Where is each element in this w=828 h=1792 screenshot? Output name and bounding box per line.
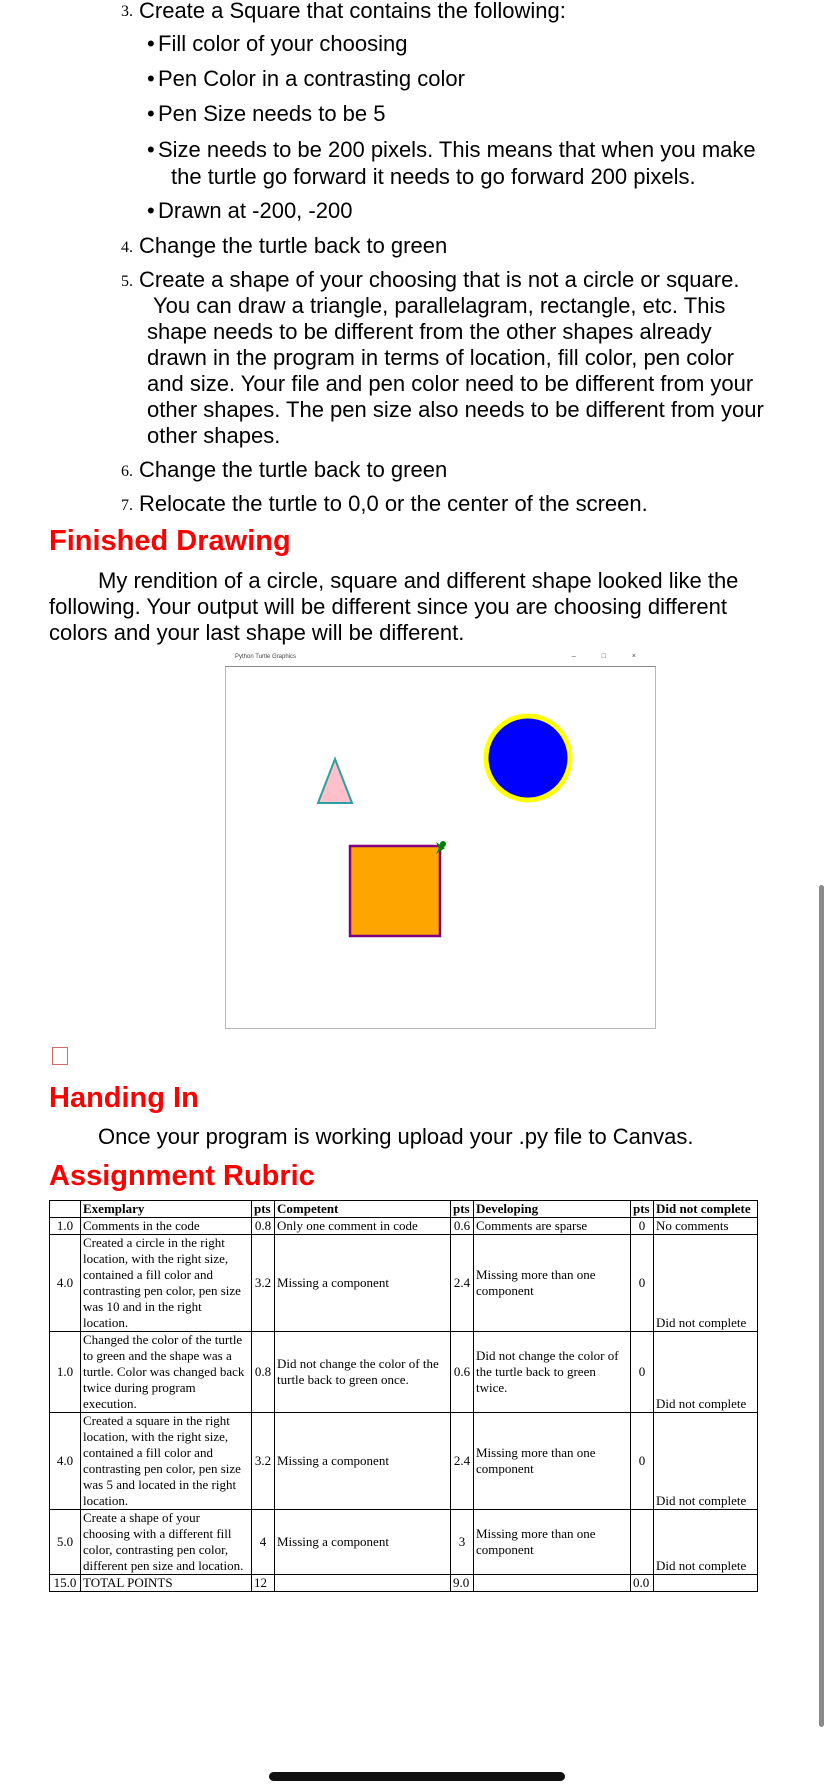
- step-5-number: 5.: [121, 273, 133, 290]
- step-7-number: 7.: [121, 497, 133, 514]
- points-cell: 5.0: [50, 1510, 81, 1575]
- rubric-header-row: [50, 1201, 758, 1218]
- points-cell: 4.0: [50, 1235, 81, 1332]
- table-row: [50, 1332, 758, 1413]
- points-cell: 0: [631, 1413, 654, 1510]
- turtle-drawing: [225, 652, 656, 1029]
- table-row: [50, 1510, 758, 1575]
- criteria-cell: Created a square in the right location, with the right size, contained a fill color and contrasting pen color, pen size was 5 and located in the right location.: [81, 1413, 252, 1510]
- finished-paragraph-line: colors and your last shape will be different.: [49, 620, 465, 645]
- header-cell: Developing: [474, 1201, 631, 1218]
- header-cell: pts: [252, 1201, 275, 1218]
- criteria-cell: Only one comment in code: [275, 1218, 451, 1235]
- points-cell: 0.6: [451, 1218, 474, 1235]
- header-cell: Competent: [275, 1201, 451, 1218]
- total-row: [50, 1575, 758, 1592]
- points-cell: 0: [631, 1235, 654, 1332]
- criteria-cell: Missing more than one component: [474, 1413, 631, 1510]
- header-cell: Did not complete: [654, 1201, 758, 1218]
- empty-cell: [654, 1575, 758, 1592]
- points-cell: 4.0: [50, 1413, 81, 1510]
- window-controls-icon: – □ ×: [571, 653, 648, 660]
- header-cell: pts: [631, 1201, 654, 1218]
- points-cell: 9.0: [451, 1575, 474, 1592]
- criteria-cell: Missing a component: [275, 1510, 451, 1575]
- finished-paragraph-line: My rendition of a circle, square and different shape looked like the: [98, 568, 739, 593]
- step-7-text: Relocate the turtle to 0,0 or the center of the screen.: [139, 491, 648, 516]
- criteria-cell: Did not change the color of the turtle back to green once.: [275, 1332, 451, 1413]
- header-cell: pts: [451, 1201, 474, 1218]
- step-5-line: shape needs to be different from the other shapes already: [147, 319, 712, 344]
- header-cell: [50, 1201, 81, 1218]
- criteria-cell: Did not complete: [654, 1413, 758, 1510]
- points-cell: 3.2: [252, 1413, 275, 1510]
- points-cell: 1.0: [50, 1218, 81, 1235]
- step-4-number: 4.: [121, 239, 133, 256]
- points-cell: 15.0: [50, 1575, 81, 1592]
- step-5-line: You can draw a triangle, parallelagram, rectangle, etc. This: [153, 293, 726, 318]
- table-row: [50, 1413, 758, 1510]
- home-indicator[interactable]: [269, 1772, 565, 1781]
- blue-circle: [486, 716, 570, 800]
- points-cell: 0: [631, 1332, 654, 1413]
- points-cell: 0.8: [252, 1218, 275, 1235]
- criteria-cell: No comments: [654, 1218, 758, 1235]
- points-cell: 2.4: [451, 1235, 474, 1332]
- table-row: [50, 1235, 758, 1332]
- points-cell: 0.8: [252, 1332, 275, 1413]
- criteria-cell: Missing a component: [275, 1235, 451, 1332]
- document-page: 3. Create a Square that contains the following: • Fill color of your choosing • Pen Color in a contrasting color • Pen Size needs to be 5 • Size needs to be 200 pixels. This means that when you make the turtle go forward it needs to go forward 200 pixels. • Drawn at -200, -200 4. Change the turtle back to green 5. Create a shape of your choosing that is not a circle or square. You can draw a triangle, parallelagram, rectangle, etc. This shape needs to be different from the other shapes already drawn in the program in terms of location, fill color, pen color and size. Your file and pen color need to be different from your other shapes. The pen size also needs to be different from your other shapes. 6. Change the turtle back to green 7. Relocate the turtle to 0,0 or the center of the screen. Finished Drawing My rendition of a circle, square and different shape looked like the following. Your output will be different since you are choosing different colors and your last shape will be different. Python Turtle Graphics – □ × Handing In Once your program is working upload your .py file to Canvas. Assignment Rubric Exemplary pts Competent pts Developing pts Did not complete 1.0 Comments in the code 0.8 Only one comment in code 0.6 Comments are sparse 0 No comments 4.0 Created a circle in the right location, with the right size, contained a fill color and contrasting pen color, pen size was 10 and in the right location. 3.2 Missing a component 2.4 Missing more than one component 0 Did not complete 1.0 Changed the color of the turtle to green and the shape was a turtle. Color was changed back twice during program execution. 0.8 Did not change the color of the turtle back to green once. 0.6 Did not change the color of the turtle back to green twice. 0 Did not complete 4.0 Created a square in the right location, with the right size, contained a fill color and contrasting pen color, pen size was 5 and located in the right location. 3.2 Missing a component 2.4 Missing more than one component 0 Did not complete 5.0 Create a shape of your choosing with a different fill color, contrasting pen color, different pen size and location. 4 Missing a component 3 Missing more than one component Did not complete 15.0 TOTAL POINTS 12 9.0 0.0: [0, 0, 828, 1792]
- table-row: [50, 1218, 758, 1235]
- broken-image-icon: [52, 1047, 68, 1065]
- step-6-number: 6.: [121, 463, 133, 480]
- criteria-cell: Comments are sparse: [474, 1218, 631, 1235]
- bullet-continuation: the turtle go forward it needs to go forward 200 pixels.: [171, 164, 696, 189]
- finished-paragraph-line: following. Your output will be different since you are choosing different: [49, 594, 727, 619]
- total-label: TOTAL POINTS: [81, 1575, 252, 1592]
- criteria-cell: Did not complete: [654, 1235, 758, 1332]
- points-cell: 2.4: [451, 1413, 474, 1510]
- step-3-text: Create a Square that contains the following:: [139, 0, 566, 23]
- turtle-cursor-head: [440, 841, 446, 847]
- criteria-cell: Missing more than one component: [474, 1235, 631, 1332]
- step-6-text: Change the turtle back to green: [139, 457, 448, 482]
- points-cell: 12: [252, 1575, 275, 1592]
- step-5-line: drawn in the program in terms of location, fill color, pen color: [147, 345, 734, 370]
- points-cell: 0.6: [451, 1332, 474, 1413]
- step-5-line: and size. Your file and pen color need to be different from your: [147, 371, 754, 396]
- criteria-cell: Did not complete: [654, 1510, 758, 1575]
- turtle-graphics-window: [225, 652, 656, 1029]
- points-cell: 4: [252, 1510, 275, 1575]
- step-5-line: other shapes.: [147, 423, 281, 448]
- rubric-heading: Assignment Rubric: [49, 1160, 315, 1192]
- criteria-cell: Did not complete: [654, 1332, 758, 1413]
- step-5-line: other shapes. The pen size also needs to be different from your: [147, 397, 764, 422]
- step-4-text: Change the turtle back to green: [139, 233, 448, 258]
- criteria-cell: Did not change the color of the turtle back to green twice.: [474, 1332, 631, 1413]
- criteria-cell: Comments in the code: [81, 1218, 252, 1235]
- handing-in-heading: Handing In: [49, 1082, 199, 1114]
- criteria-cell: Created a circle in the right location, with the right size, contained a fill color and contrasting pen color, pen size was 10 and in the right location.: [81, 1235, 252, 1332]
- pink-triangle: [318, 759, 352, 803]
- criteria-cell: Create a shape of your choosing with a different fill color, contrasting pen color, different pen size and location.: [81, 1510, 252, 1575]
- orange-square: [350, 846, 440, 936]
- step-3-number: 3.: [121, 3, 133, 20]
- points-cell: 0: [631, 1218, 654, 1235]
- points-cell: 3.2: [252, 1235, 275, 1332]
- empty-cell: [275, 1575, 451, 1592]
- criteria-cell: Changed the color of the turtle to green and the shape was a turtle. Color was changed back twice during program execution.: [81, 1332, 252, 1413]
- rubric-table: [49, 1200, 758, 1592]
- criteria-cell: Missing more than one component: [474, 1510, 631, 1575]
- header-cell: Exemplary: [81, 1201, 252, 1218]
- points-cell: 1.0: [50, 1332, 81, 1413]
- criteria-cell: Missing a component: [275, 1413, 451, 1510]
- points-cell: 3: [451, 1510, 474, 1575]
- empty-cell: [474, 1575, 631, 1592]
- finished-drawing-heading: Finished Drawing: [49, 525, 291, 557]
- turtle-window-title: Python Turtle Graphics: [235, 654, 297, 660]
- points-cell: 0.0: [631, 1575, 654, 1592]
- handing-in-text: Once your program is working upload your .py file to Canvas.: [98, 1124, 694, 1149]
- vertical-scrollbar[interactable]: [819, 885, 824, 1727]
- step-5-line: Create a shape of your choosing that is not a circle or square.: [139, 267, 740, 292]
- points-cell: [631, 1510, 654, 1575]
